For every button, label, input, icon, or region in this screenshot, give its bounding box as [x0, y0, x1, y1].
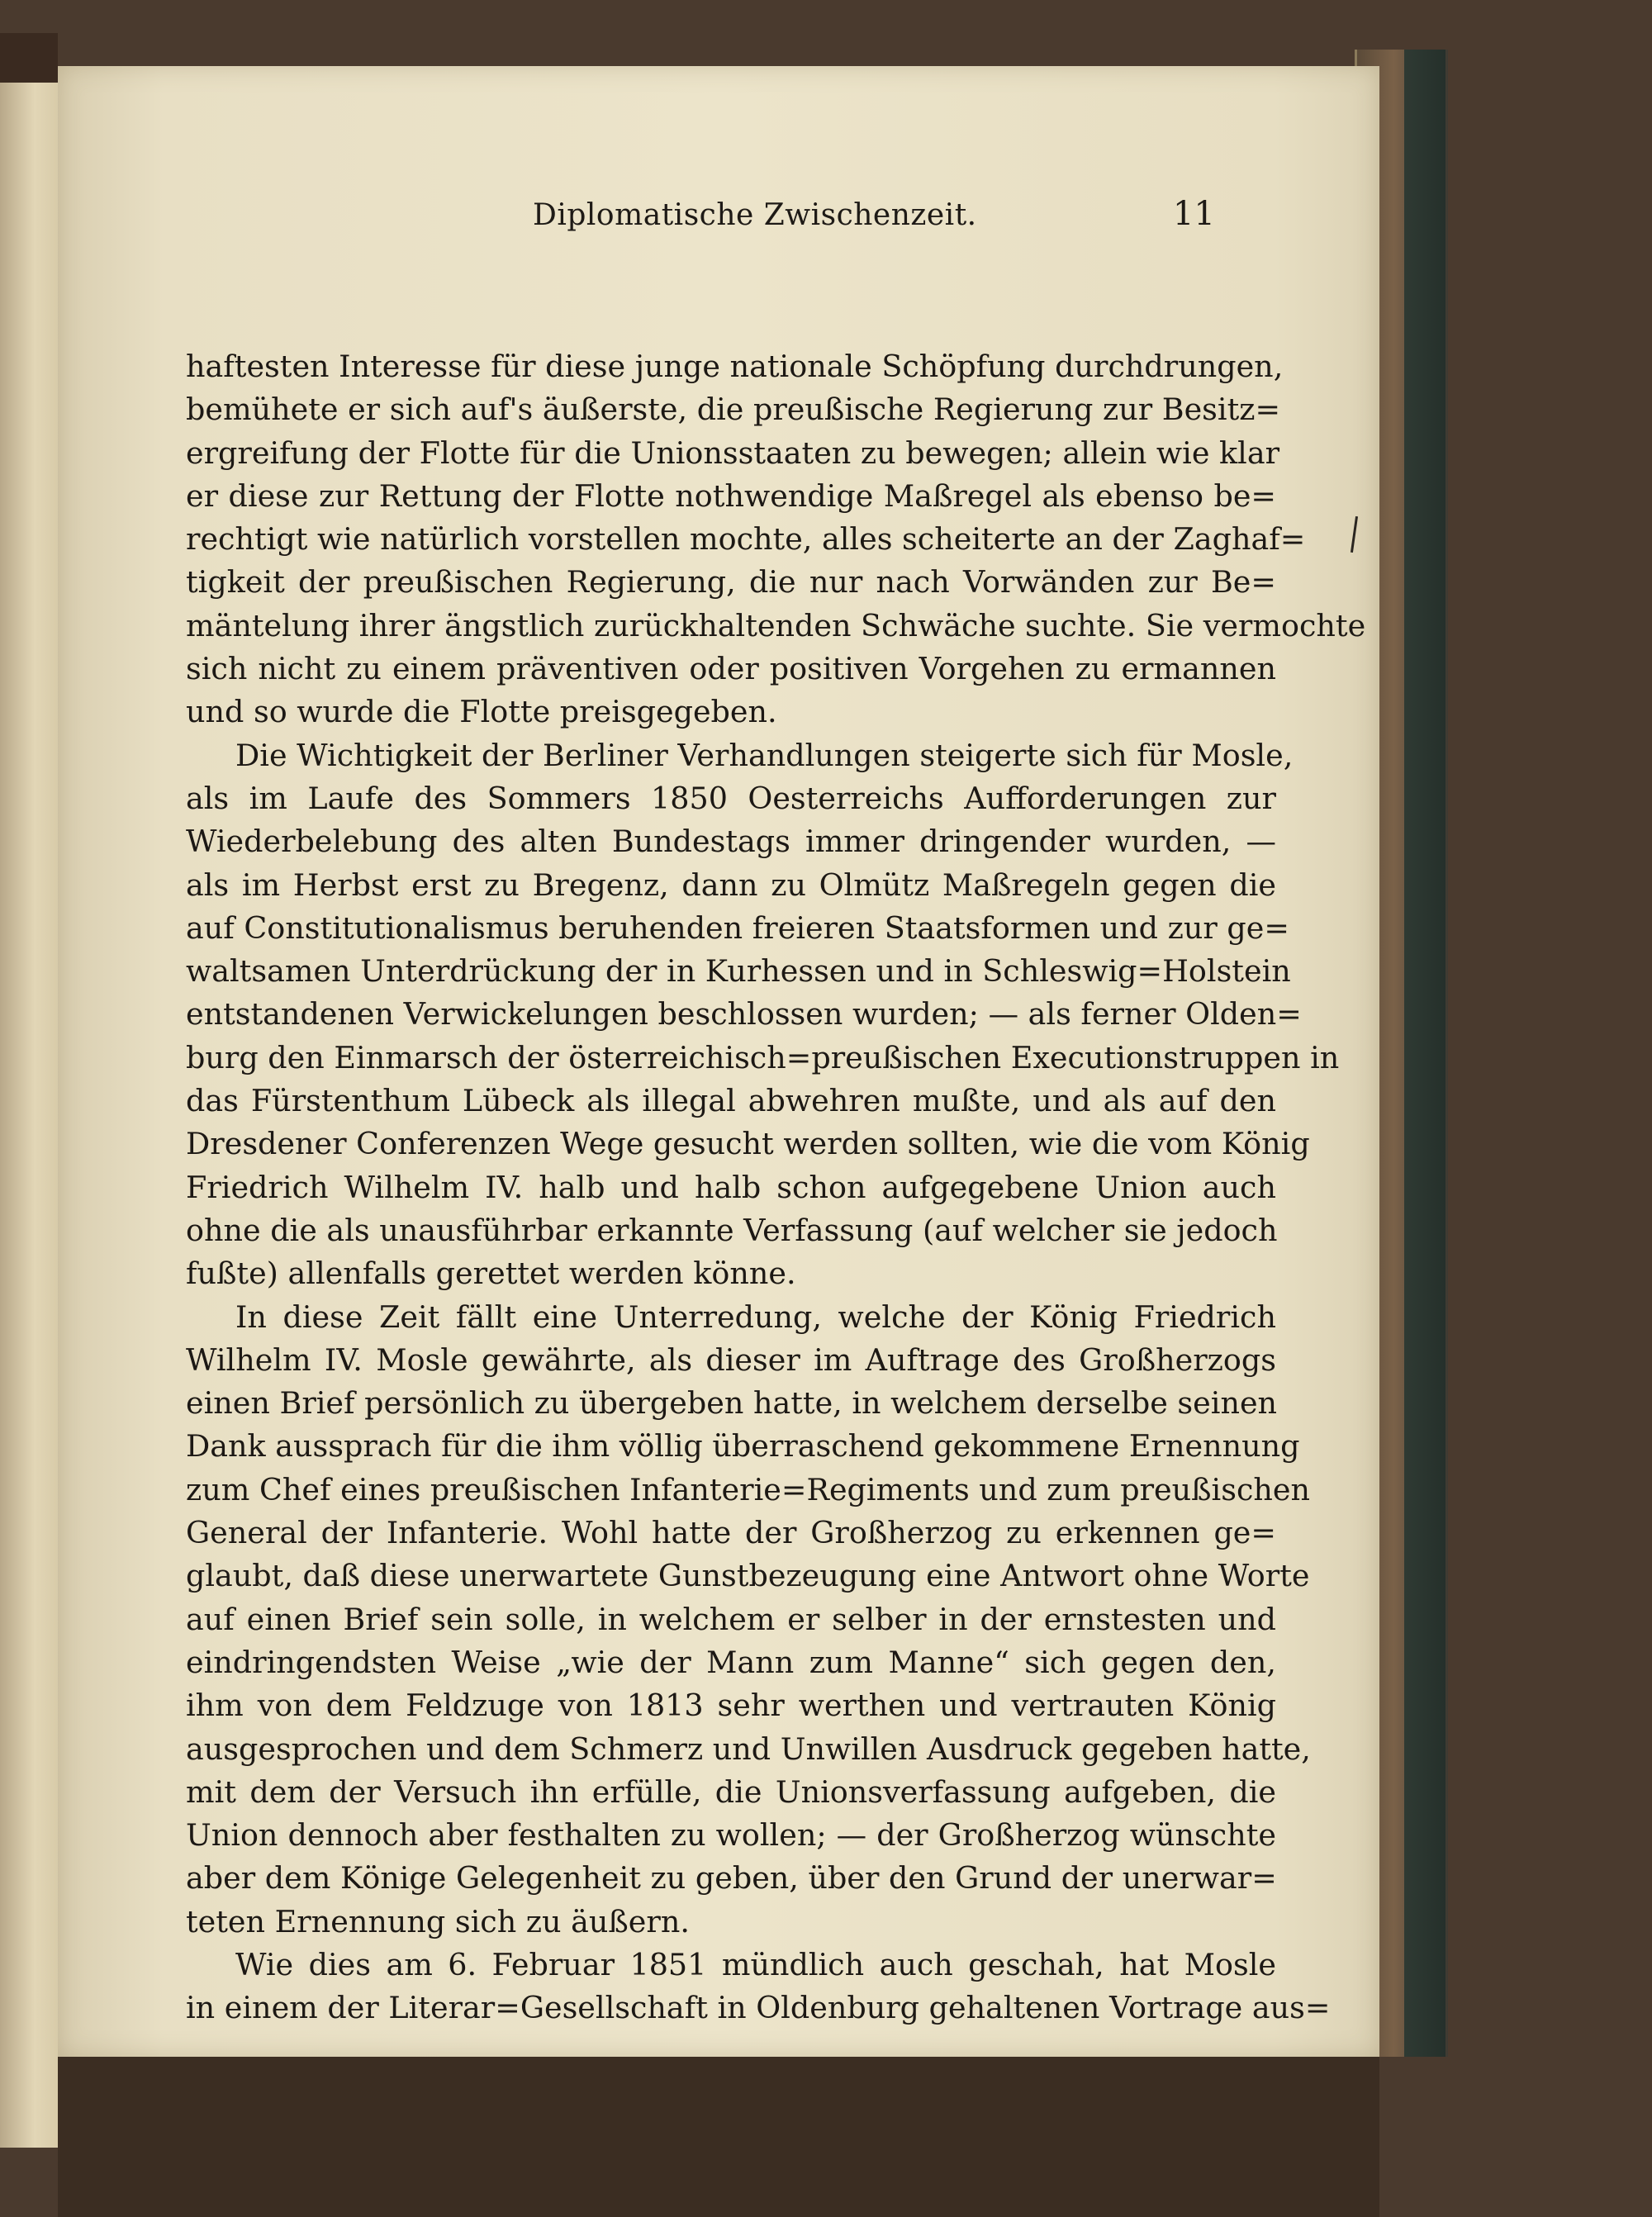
text-line: Dank aussprach für die ihm völlig überraschend gekommene Ernennung [186, 1428, 1300, 1465]
book-cover-spine [1404, 50, 1446, 2057]
text-line: Union dennoch aber festhalten zu wollen; — der Großherzog wünschte [186, 1817, 1276, 1854]
book-bottom-shadow [58, 2057, 1379, 2217]
text-line: entstandenen Verwickelungen beschlossen wurden; — als ferner Olden= [186, 996, 1302, 1033]
page-number: 11 [1173, 195, 1215, 233]
text-line: rechtigt wie natürlich vorstellen mochte, alles scheiterte an der Zaghaf= [186, 521, 1306, 558]
text-line: mit dem der Versuch ihn erfülle, die Unionsverfassung aufgeben, die [186, 1773, 1276, 1810]
text-line: sich nicht zu einem präventiven oder positiven Vorgehen zu ermannen [186, 651, 1276, 687]
body-text [186, 345, 1366, 2030]
text-line: burg den Einmarsch der österreichisch=preußischen Executionstruppen in [186, 1039, 1340, 1075]
text-line: Wie dies am 6. Februar 1851 mündlich auch geschah, hat Mosle [235, 1946, 1276, 1982]
text-line: fußte) allenfalls gerettet werden könne. [186, 1256, 796, 1292]
text-line: als im Laufe des Sommers 1850 Oesterreichs Aufforderungen zur [186, 780, 1276, 816]
text-line: und so wurde die Flotte preisgegeben. [186, 694, 777, 730]
text-line: glaubt, daß diese unerwartete Gunstbezeugung eine Antwort ohne Worte [186, 1558, 1310, 1594]
text-line: er diese zur Rettung der Flotte nothwendige Maßregel als ebenso be= [186, 477, 1276, 514]
text-line: haftesten Interesse für diese junge nationale Schöpfung durchdrungen, [186, 349, 1284, 384]
text-line: waltsamen Unterdrückung der in Kurhessen und in Schleswig=Holstein [186, 953, 1291, 990]
margin-pencil-mark [1351, 516, 1358, 553]
text-line: in einem der Literar=Gesellschaft in Oldenburg gehaltenen Vortrage aus= [186, 1990, 1331, 2026]
book-page [58, 66, 1379, 2057]
text-line: auf einen Brief sein solle, in welchem er selber in der ernstesten und [186, 1601, 1276, 1637]
text-line: General der Infanterie. Wohl hatte der Großherzog zu erkennen ge= [186, 1515, 1276, 1551]
text-line: ausgesprochen und dem Schmerz und Unwillen Ausdruck gegeben hatte, [186, 1730, 1311, 1767]
running-head [58, 195, 1379, 248]
text-line: einen Brief persönlich zu übergeben hatte, in welchem derselbe seinen [186, 1385, 1278, 1422]
text-line: ergreifung der Flotte für die Unionsstaaten zu bewegen; allein wie klar [186, 434, 1280, 471]
text-line: teten Ernennung sich zu äußern. [186, 1903, 690, 1939]
text-line: aber dem Könige Gelegenheit zu geben, über den Grund der unerwar= [186, 1860, 1277, 1897]
text-line: auf Constitutionalismus beruhenden freieren Staatsformen und zur ge= [186, 909, 1289, 946]
text-line: tigkeit der preußischen Regierung, die nur nach Vorwänden zur Be= [186, 564, 1276, 601]
text-line: zum Chef eines preußischen Infanterie=Regiments und zum preußischen [186, 1471, 1310, 1507]
text-line: mäntelung ihrer ängstlich zurückhaltenden Schwäche suchte. Sie vermochte [186, 607, 1366, 643]
text-line: ohne die als unausführbar erkannte Verfassung (auf welcher sie jedoch [186, 1212, 1278, 1248]
text-line: Wiederbelebung des alten Bundestags immer dringender wurden, — [186, 824, 1276, 860]
text-line: das Fürstenthum Lübeck als illegal abwehren mußte, und als auf den [186, 1083, 1276, 1119]
book-binding-edge [0, 33, 58, 83]
text-line: ihm von dem Feldzuge von 1813 sehr werthen und vertrauten König [186, 1688, 1276, 1724]
text-line: In diese Zeit fällt eine Unterredung, welche der König Friedrich [235, 1298, 1276, 1335]
running-title: Diplomatische Zwischenzeit. [533, 198, 977, 232]
text-line: Friedrich Wilhelm IV. halb und halb schon aufgegebene Union auch [186, 1169, 1276, 1205]
text-line: Dresdener Conferenzen Wege gesucht werden sollten, wie die vom König [186, 1126, 1310, 1162]
text-line: bemühete er sich auf's äußerste, die preußische Regierung zur Besitz= [186, 392, 1281, 428]
facing-page-edge [0, 83, 59, 2148]
text-line: Wilhelm IV. Mosle gewährte, als dieser im Auftrage des Großherzogs [186, 1341, 1276, 1378]
text-line: Die Wichtigkeit der Berliner Verhandlungen steigerte sich für Mosle, [235, 737, 1294, 773]
text-line: eindringendsten Weise „wie der Mann zum Manne“ sich gegen den, [186, 1644, 1276, 1680]
text-line: als im Herbst erst zu Bregenz, dann zu Olmütz Maßregeln gegen die [186, 866, 1276, 903]
